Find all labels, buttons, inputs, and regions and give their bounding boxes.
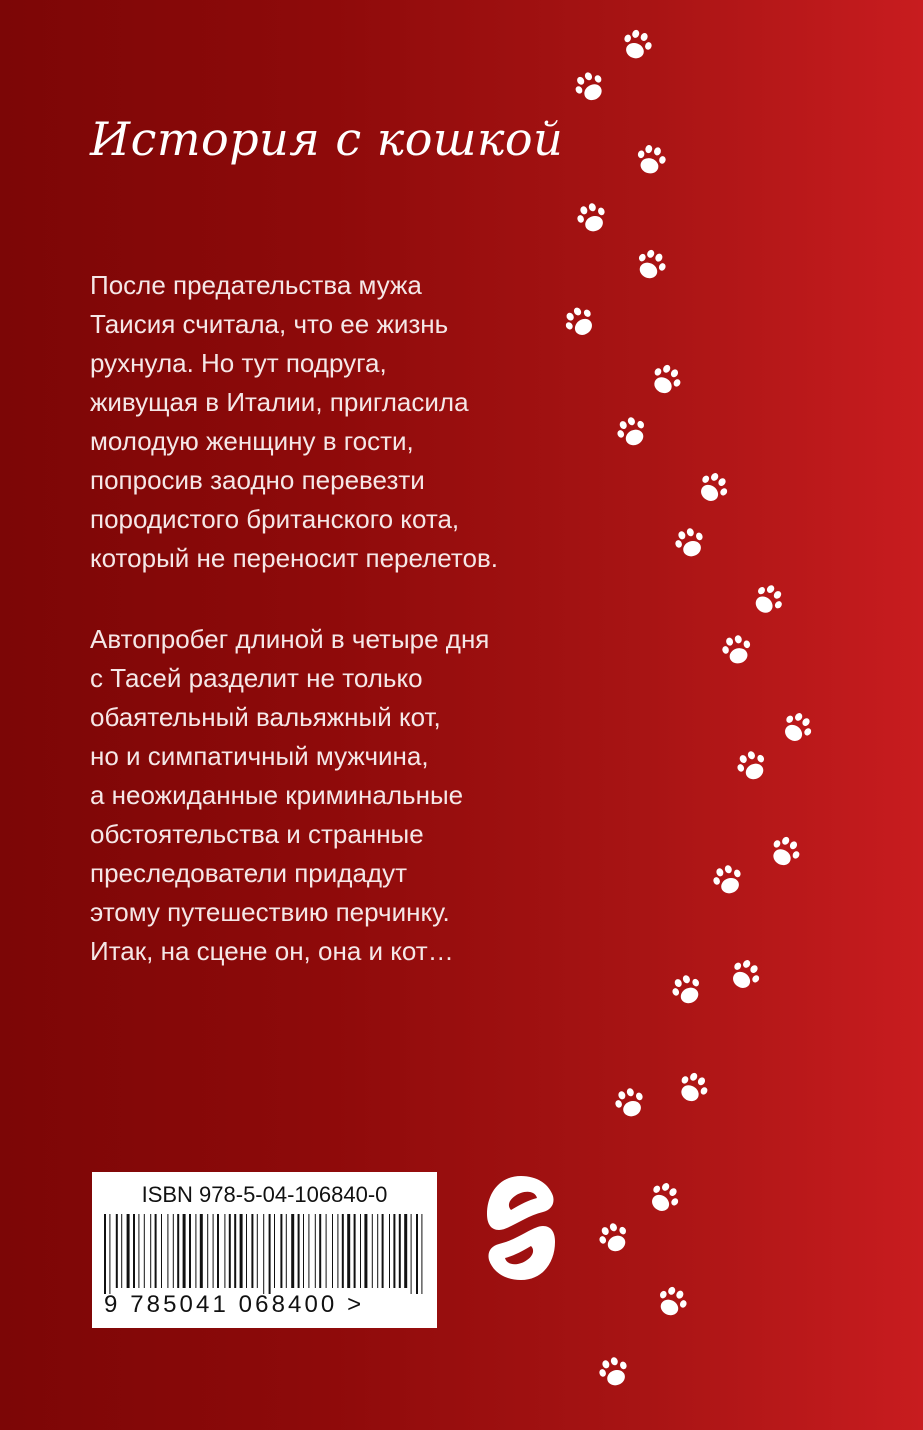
text-line: После предательства мужа: [90, 270, 422, 300]
text-line: а неожиданные криминальные: [90, 780, 464, 810]
eksmo-logo-icon: [485, 1172, 557, 1284]
paw-print-icon: [730, 744, 774, 788]
paw-print-icon: [570, 196, 614, 240]
paw-print-icon: [723, 953, 767, 997]
paw-print-icon: [775, 706, 819, 750]
text-line: Итак, на сцене он, она и кот…: [90, 936, 454, 966]
paw-print-icon: [650, 1280, 694, 1324]
text-line: живущая в Италии, пригласила: [90, 387, 469, 417]
paw-print-icon: [691, 466, 735, 510]
text-line: породистого британского кота,: [90, 504, 460, 534]
paw-print-icon: [665, 968, 709, 1012]
text-line: Таисия считала, что ее жизнь: [90, 309, 449, 339]
description-paragraph-1: [90, 266, 630, 578]
text-line: попросив заодно перевезти: [90, 465, 425, 495]
paw-print-icon: [629, 243, 673, 287]
isbn-barcode: [92, 1172, 437, 1328]
text-line: обаятельный вальяжный кот,: [90, 702, 441, 732]
text-line: с Тасей разделит не только: [90, 663, 423, 693]
text-line: преследователи придадут: [90, 858, 408, 888]
book-title: История с кошкой: [90, 112, 564, 166]
text-line: но и симпатичный мужчина,: [90, 741, 429, 771]
paw-print-icon: [763, 830, 807, 874]
description-paragraph-2: [90, 620, 630, 971]
paw-print-icon: [715, 628, 759, 672]
paw-print-icon: [592, 1216, 636, 1260]
paw-print-icon: [568, 65, 612, 109]
paw-print-icon: [610, 410, 654, 454]
paw-print-icon: [642, 1176, 686, 1220]
paw-print-icon: [615, 23, 659, 67]
text-line: этому путешествию перчинку.: [90, 897, 450, 927]
text-line: рухнула. Но тут подруга,: [90, 348, 387, 378]
paw-print-icon: [668, 521, 712, 565]
paw-print-icon: [608, 1081, 652, 1125]
paw-print-icon: [592, 1350, 636, 1394]
text-line: обстоятельства и странные: [90, 819, 424, 849]
paw-print-icon: [746, 578, 790, 622]
text-line: Автопробег длиной в четыре дня: [90, 624, 490, 654]
paw-print-icon: [706, 858, 750, 902]
paw-print-icon: [644, 358, 688, 402]
text-line: молодую женщину в гости,: [90, 426, 414, 456]
paw-print-icon: [671, 1066, 715, 1110]
isbn-number: ISBN 978-5-04-106840-0: [141, 1182, 388, 1207]
text-line: который не переносит перелетов.: [90, 543, 498, 573]
paw-print-icon: [558, 300, 602, 344]
paw-print-icon: [629, 138, 673, 182]
ean-digits: 9 785041 068400 >: [104, 1291, 365, 1318]
